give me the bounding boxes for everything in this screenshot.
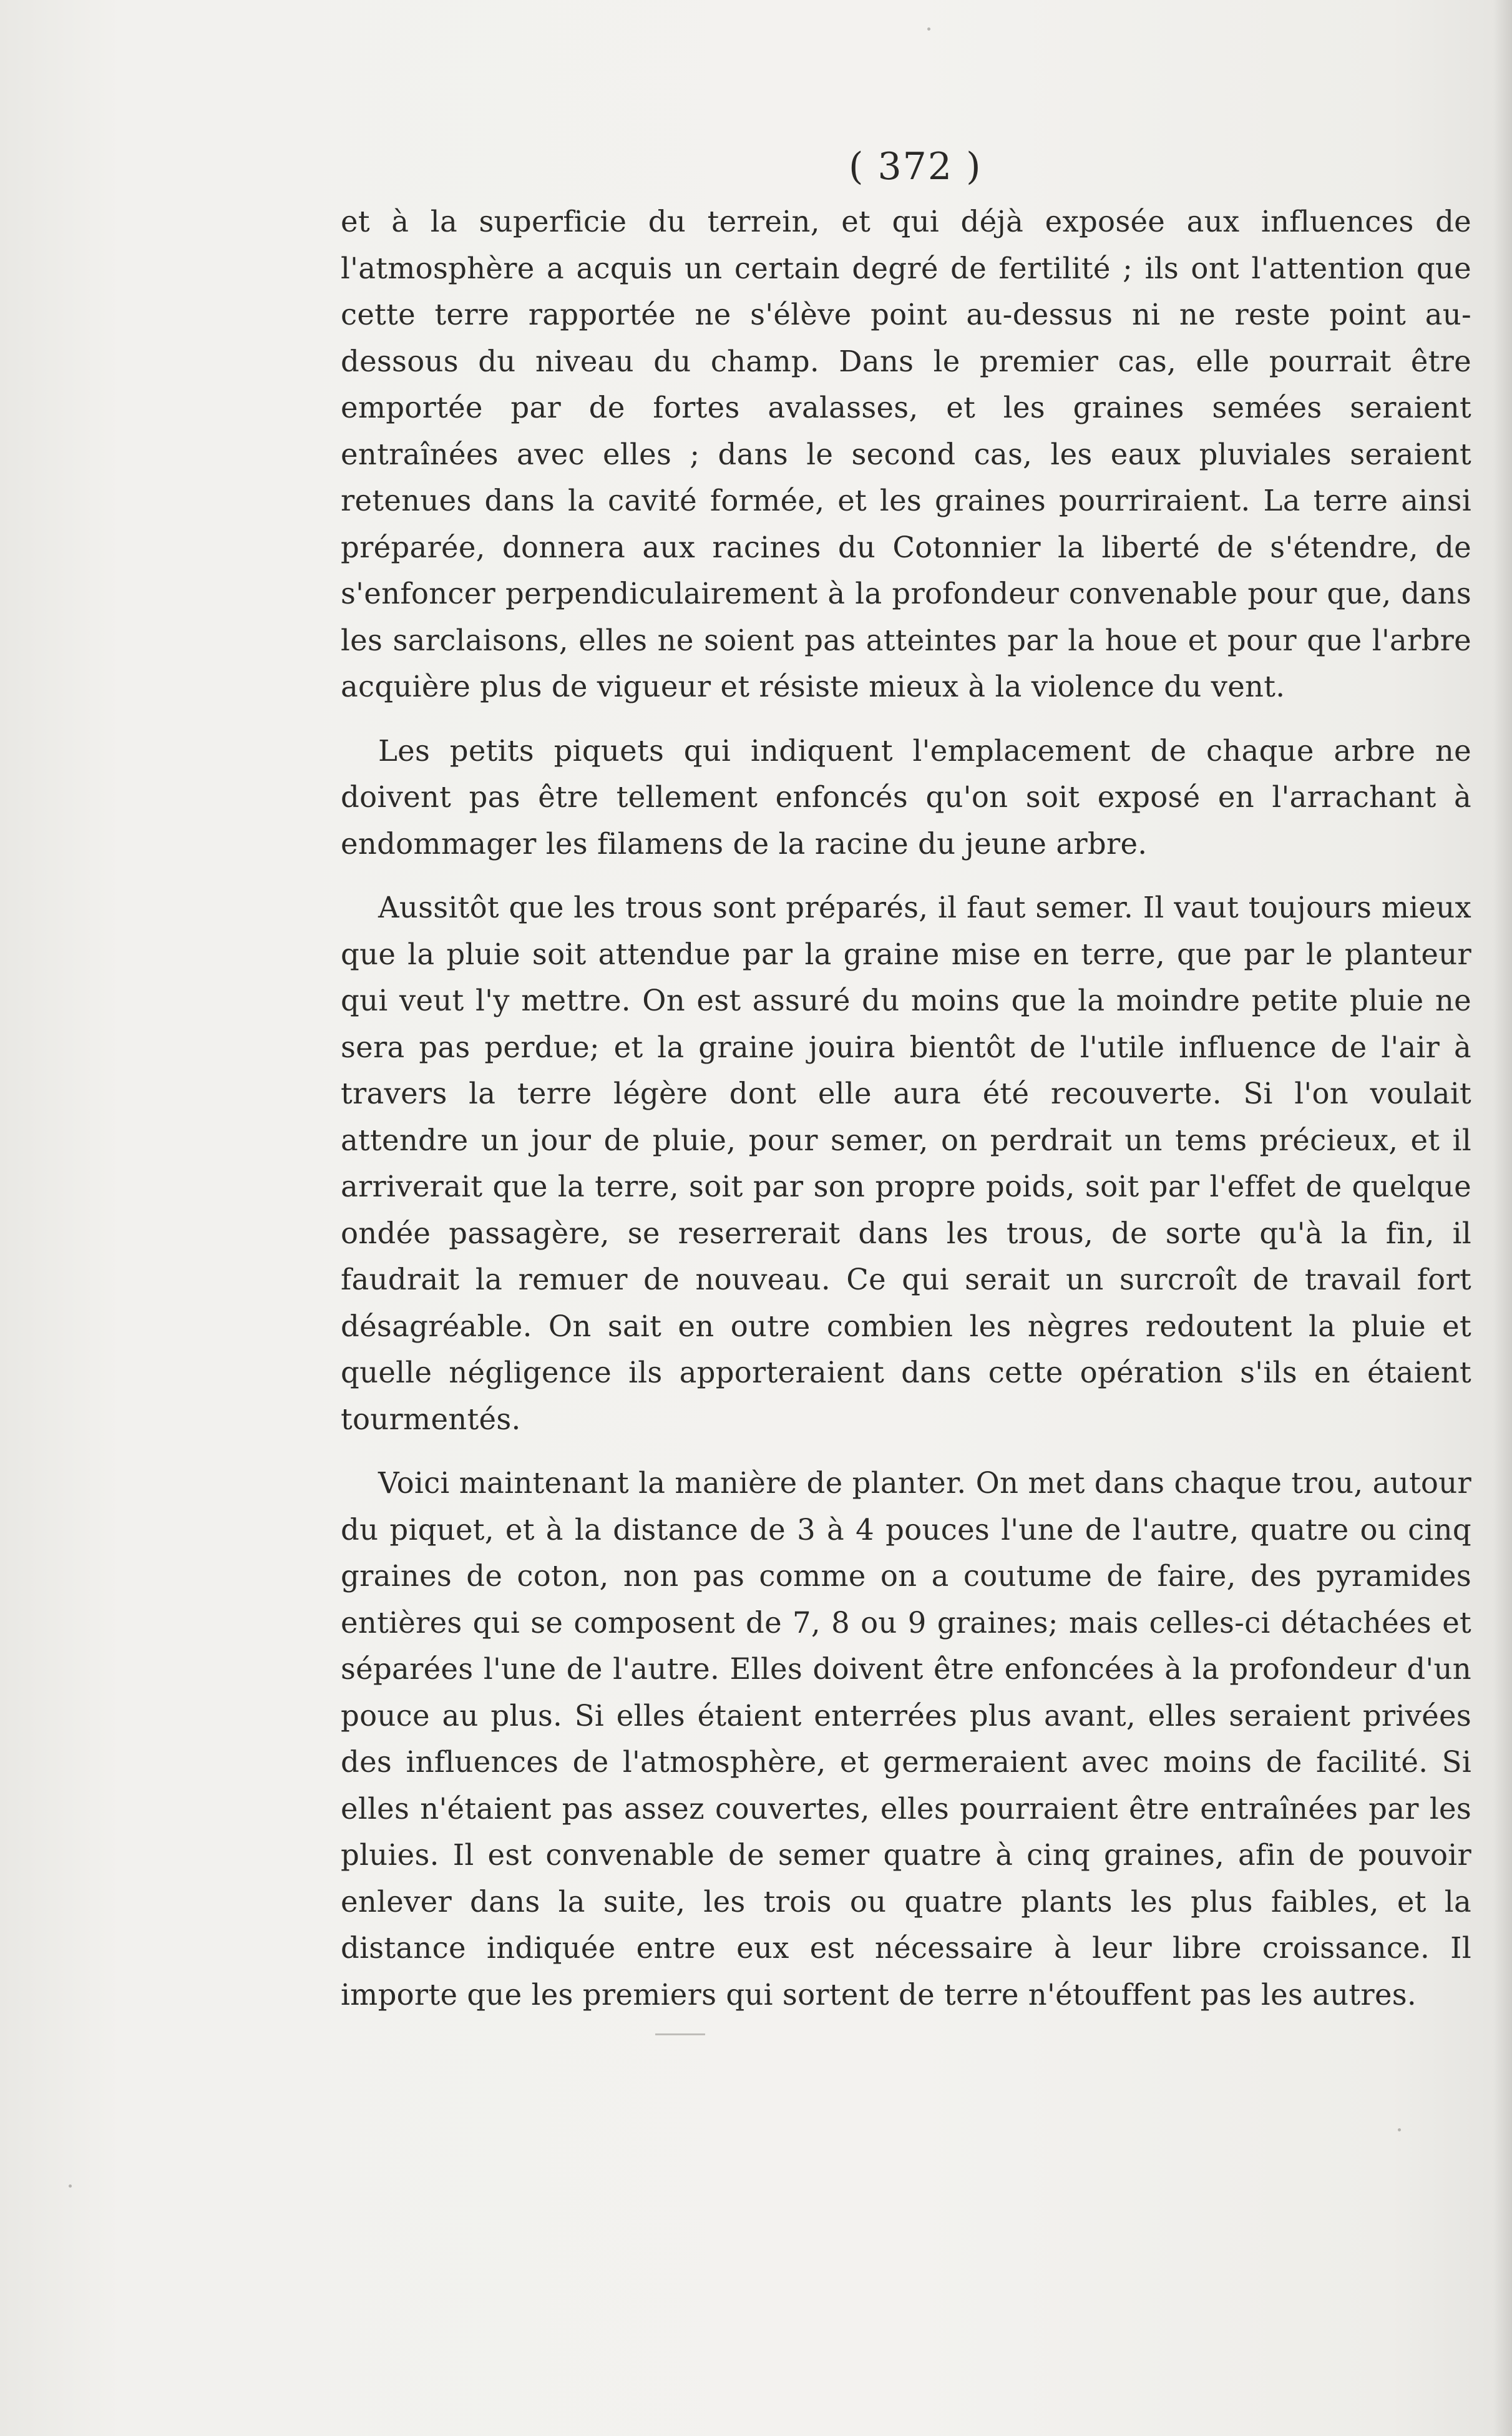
page-number: ( 372 ) [849, 145, 982, 188]
paragraph-2: Les petits piquets qui indiquent l'emplacement de chaque arbre ne doivent pas être tellement enfoncés qu'on soit exposé en l'arrachant à endommager les filamens de la racine du jeune arbre. [341, 733, 1471, 861]
body-text [341, 198, 1471, 2018]
paragraph-1: et à la superficie du terrein, et qui déjà exposée aux influences de l'atmosphère a acquis un certain degré de fertilité ; ils ont l'attention que cette terre rapportée ne s'élève point au-dessus ni ne reste point au-dessous du niveau du champ. Dans le premier cas, elle pourrait être emportée par de fortes avalasses, et les graines semées seraient entraînées avec elles ; dans le second cas, les eaux pluviales seraient retenues dans la cavité formée, et les graines pourriraient. La terre ainsi préparée, donnera aux racines du Cotonnier la liberté de s'étendre, de s'enfoncer perpendiculairement à la profondeur convenable pour que, dans les sarclaisons, elles ne soient pas atteintes par la houe et pour que l'arbre acquière plus de vigueur et résiste mieux à la violence du vent. [341, 205, 1471, 703]
paper-speck [1398, 2128, 1401, 2131]
paper-speck [69, 2184, 72, 2188]
paragraph-3: Aussitôt que les trous sont préparés, il faut semer. Il vaut toujours mieux que la pluie soit attendue par la graine mise en terre, que par le planteur qui veut l'y mettre. On est assuré du moins que la moindre petite pluie ne sera pas perdue; et la graine jouira bientôt de l'utile influence de l'air à travers la terre légère dont elle aura été recouverte. Si l'on voulait attendre un jour de pluie, pour semer, on perdrait un tems précieux, et il arriverait que la terre, soit par son propre poids, soit par l'effet de quelque ondée passagère, se reserrerait dans les trous, de sorte qu'à la fin, il faudrait la remuer de nouveau. Ce qui serait un surcroît de travail fort désagréable. On sait en outre combien les nègres redoutent la pluie et quelle négligence ils apporteraient dans cette opération s'ils en étaient tourmentés. [341, 891, 1471, 1436]
page-edge-shadow [1493, 0, 1512, 2436]
paragraph-4: Voici maintenant la manière de planter. On met dans chaque trou, autour du piquet, et à la distance de 3 à 4 pouces l'une de l'autre, quatre ou cinq graines de coton, non pas comme on a coutume de faire, des pyramides entières qui se composent de 7, 8 ou 9 graines; mais celles-ci détachées et séparées l'une de l'autre. Elles doivent être enfoncées à la profondeur d'un pouce au plus. Si elles étaient enterrées plus avant, elles seraient privées des influences de l'atmosphère, et germeraient avec moins de facilité. Si elles n'étaient pas assez couvertes, elles pourraient être entraînées par les pluies. Il est convenable de semer quatre à cinq graines, afin de pouvoir enlever dans la suite, les trois ou quatre plants les plus faibles, et la distance indiquée entre eux est nécessaire à leur libre croissance. Il importe que les premiers qui sortent de terre n'étouffent pas les autres. [341, 1466, 1471, 2012]
ink-mark [655, 2033, 705, 2035]
paper-speck [927, 27, 930, 31]
